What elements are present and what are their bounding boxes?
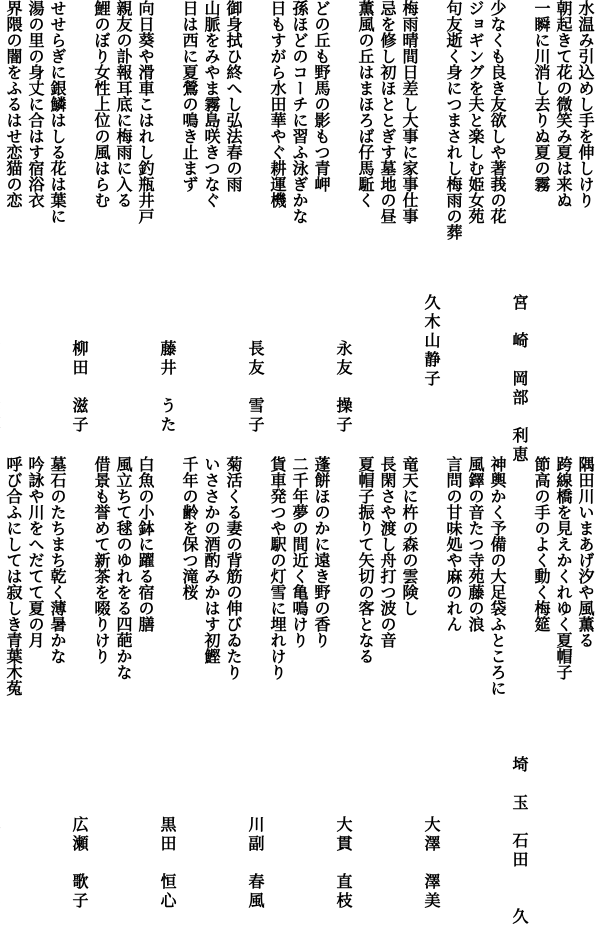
haiku-line: 湯の里の身丈に合はす宿浴衣: [26, 0, 45, 208]
haiku-line: せせらぎに銀鱗はしる花は葉に: [48, 0, 67, 224]
haiku-line: 忌を修し初ほととぎす墓地の昼: [378, 0, 397, 224]
haiku-line: 借景も誉めて新茶を啜りけり: [92, 456, 111, 664]
haiku-line: 夏帽子振りて矢切の客となる: [356, 456, 375, 664]
author-name: 長友 雪子: [246, 340, 265, 435]
haiku-line: 風立ちて毬のゆれをる四葩かな: [114, 456, 133, 680]
bottom-section: [4, 456, 596, 927]
haiku-line: 親友の訃報耳底に梅雨に入る: [114, 0, 133, 208]
haiku-line: 神輿かく予備の大足袋ふところに: [488, 456, 507, 696]
haiku-line: 竜天に杵の森の雲険し: [400, 456, 419, 616]
author-name: 黒田 恒心: [158, 816, 177, 911]
haiku-line: 墓石のたちまち乾く薄暑かな: [48, 456, 67, 664]
haiku-line: 水温み引込めし手を伸しけり: [576, 0, 595, 208]
top-section: [4, 0, 596, 465]
author-name: 広瀬 歌子: [70, 816, 89, 911]
haiku-line: 隅田川いまあげ汐や風薫る: [576, 456, 595, 648]
haiku-line: どの丘も野馬の影もつ青岬: [312, 0, 331, 192]
author-name: 宮 崎 岡部 利恵: [510, 294, 529, 465]
author-name: 川副 春風: [246, 816, 265, 911]
haiku-line: 千年の齢を保つ滝桜: [180, 456, 199, 600]
haiku-line: 御身拭ひ終へし弘法春の雨: [224, 0, 243, 192]
author-name: 柳田 滋子: [70, 340, 89, 435]
haiku-line: 薫風の丘はまほろば仔馬駈く: [356, 0, 375, 208]
haiku-line: 節高の手のよく動く梅筵: [532, 456, 551, 632]
haiku-line: 白魚の小鉢に躍る宿の膳: [136, 456, 155, 632]
haiku-line: 朝起きて花の微笑み夏は来ぬ: [554, 0, 573, 208]
haiku-line: 二千年夢の間近く亀鳴けり: [290, 456, 309, 648]
haiku-line: 吟詠や川をへだてて夏の月: [26, 456, 45, 648]
author-name: 永友 操子: [334, 340, 353, 435]
haiku-line: 風鐸の音たつ寺苑藤の浪: [466, 456, 485, 632]
haiku-line: 山脈をみやま霧島咲きつなぐ: [202, 0, 221, 208]
author-name: 大澤 澤美: [422, 816, 441, 911]
author-name: 大貫 直枝: [334, 816, 353, 911]
haiku-line: 長閑さや渡し舟打つ波の音: [378, 456, 397, 648]
haiku-line: 貨車発つや駅の灯雪に埋れけり: [268, 456, 287, 680]
haiku-line: 向日葵や滑車こはれし釣瓶井戸: [136, 0, 155, 224]
haiku-line: 一瞬に川消し去りぬ夏の霧: [532, 0, 551, 192]
author-name: 藤井 うた: [158, 340, 177, 435]
haiku-line: 少なくも良き友欲しや著莪の花: [488, 0, 507, 224]
haiku-line: 梅雨晴間日差し大事に家事仕事: [400, 0, 419, 224]
haiku-line: 蓬餅ほのかに遠き野の香り: [312, 456, 331, 648]
haiku-line: 句友逝く身につまされし梅雨の葬: [444, 0, 463, 240]
author-name: 埼 玉 石田 久: [510, 756, 529, 927]
haiku-line: 跨線橋を見えかくれゆく夏帽子: [554, 456, 573, 680]
haiku-line: 孫ほどのコーチに習ふ泳ぎかな: [290, 0, 309, 224]
haiku-line: 鯉のぼり女性上位の風はらむ: [92, 0, 111, 208]
haiku-line: 言問の甘味処や麻のれん: [444, 456, 463, 632]
haiku-line: 菊活くる妻の背筋の伸びゐたり: [224, 456, 243, 680]
haiku-line: 呼び合ふにしては寂しき青葉木菟: [4, 456, 23, 696]
haiku-line: いささかの酒酌みかはす初鰹: [202, 456, 221, 664]
haiku-line: 日もすがら水田華やぐ耕運機: [268, 0, 287, 208]
haiku-line: 界隈の闇をふるはせ恋猫の恋: [4, 0, 23, 208]
author-name: 久木山静子: [422, 294, 441, 389]
haiku-line: 日は西に夏鶯の鳴き止まず: [180, 0, 199, 192]
haiku-line: ジョギングを夫と楽しむ姫女苑: [466, 0, 485, 224]
